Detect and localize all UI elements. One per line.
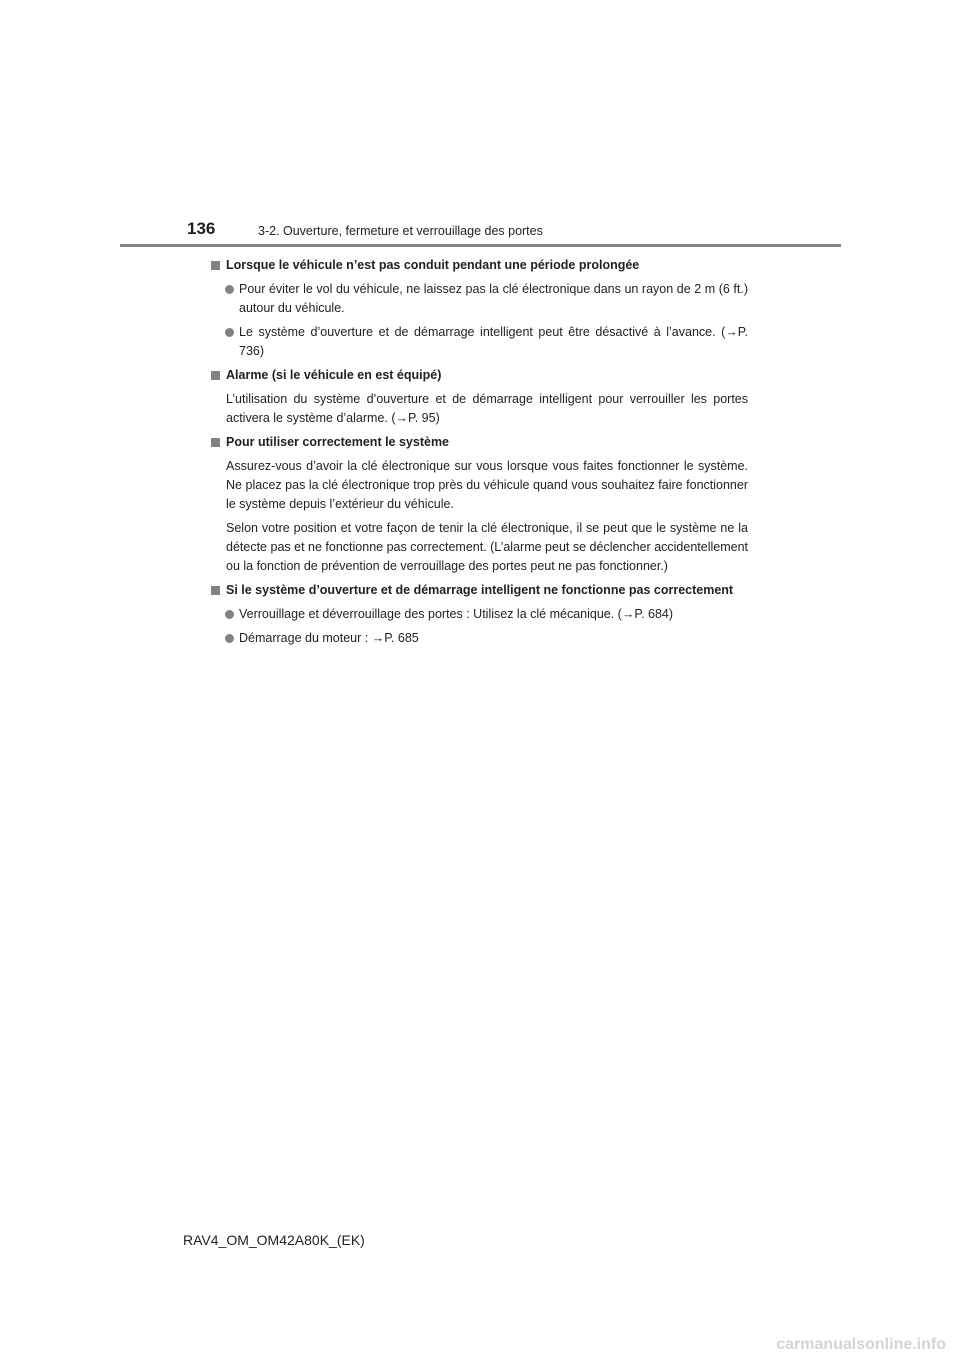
section-title: 3-2. Ouverture, fermeture et verrouillage des portes bbox=[258, 224, 543, 238]
square-bullet-icon bbox=[211, 371, 220, 380]
content bbox=[210, 256, 748, 653]
list-item bbox=[210, 605, 748, 624]
heading-text: Pour utiliser correctement le système bbox=[226, 435, 450, 449]
section-malfunction bbox=[210, 581, 748, 648]
section-heading bbox=[210, 256, 748, 275]
list-item-text: Le système d’ouverture et de démarrage intelligent peut être désactivé à l’avance. (→P. 736) bbox=[239, 325, 748, 358]
header-rule bbox=[120, 244, 841, 247]
document-code: RAV4_OM_OM42A80K_(EK) bbox=[183, 1232, 365, 1248]
heading-text: Alarme (si le véhicule en est équipé) bbox=[226, 368, 442, 382]
round-bullet-icon bbox=[225, 610, 234, 619]
paragraph: Selon votre position et votre façon de tenir la clé électronique, il se peut que le système ne la détecte pas et ne fonctionne pas correctement. (L’alarme peut se déclencher accidentellement ou la fonction de prévention de verrouillage des portes peut ne pas fonctionner.) bbox=[226, 521, 748, 573]
paragraph: Assurez-vous d’avoir la clé électronique sur vous lorsque vous faites fonctionner le système. Ne placez pas la clé électronique trop près du véhicule quand vous souhaitez faire fonctionner le système depuis l’extérieur du véhicule. bbox=[226, 459, 748, 511]
round-bullet-icon bbox=[225, 634, 234, 643]
square-bullet-icon bbox=[211, 586, 220, 595]
section-correct-use bbox=[210, 433, 748, 576]
watermark: carmanualsonline.info bbox=[776, 1336, 946, 1353]
heading-text: Lorsque le véhicule n’est pas conduit pendant une période prolongée bbox=[226, 258, 640, 272]
square-bullet-icon bbox=[211, 261, 220, 270]
page-number: 136 bbox=[187, 219, 216, 238]
list-item bbox=[210, 323, 748, 361]
list-item bbox=[210, 629, 748, 648]
list-item-text: Pour éviter le vol du véhicule, ne laissez pas la clé électronique dans un rayon de 2 m (6 ft.) autour du véhicule. bbox=[239, 282, 748, 315]
round-bullet-icon bbox=[225, 285, 234, 294]
paragraph: L’utilisation du système d’ouverture et de démarrage intelligent pour verrouiller les portes activera le système d’alarme. (→P. 95) bbox=[226, 392, 748, 425]
heading-text: Si le système d’ouverture et de démarrage intelligent ne fonctionne pas correctement bbox=[226, 583, 734, 597]
section-alarm bbox=[210, 366, 748, 428]
list-item-text: Verrouillage et déverrouillage des portes : Utilisez la clé mécanique. (→P. 684) bbox=[239, 607, 674, 621]
list-item-text: Démarrage du moteur : →P. 685 bbox=[239, 631, 419, 645]
section-heading bbox=[210, 366, 748, 385]
round-bullet-icon bbox=[225, 328, 234, 337]
section-heading bbox=[210, 581, 748, 600]
section-heading bbox=[210, 433, 748, 452]
square-bullet-icon bbox=[211, 438, 220, 447]
section-long-idle bbox=[210, 256, 748, 361]
list-item bbox=[210, 280, 748, 318]
